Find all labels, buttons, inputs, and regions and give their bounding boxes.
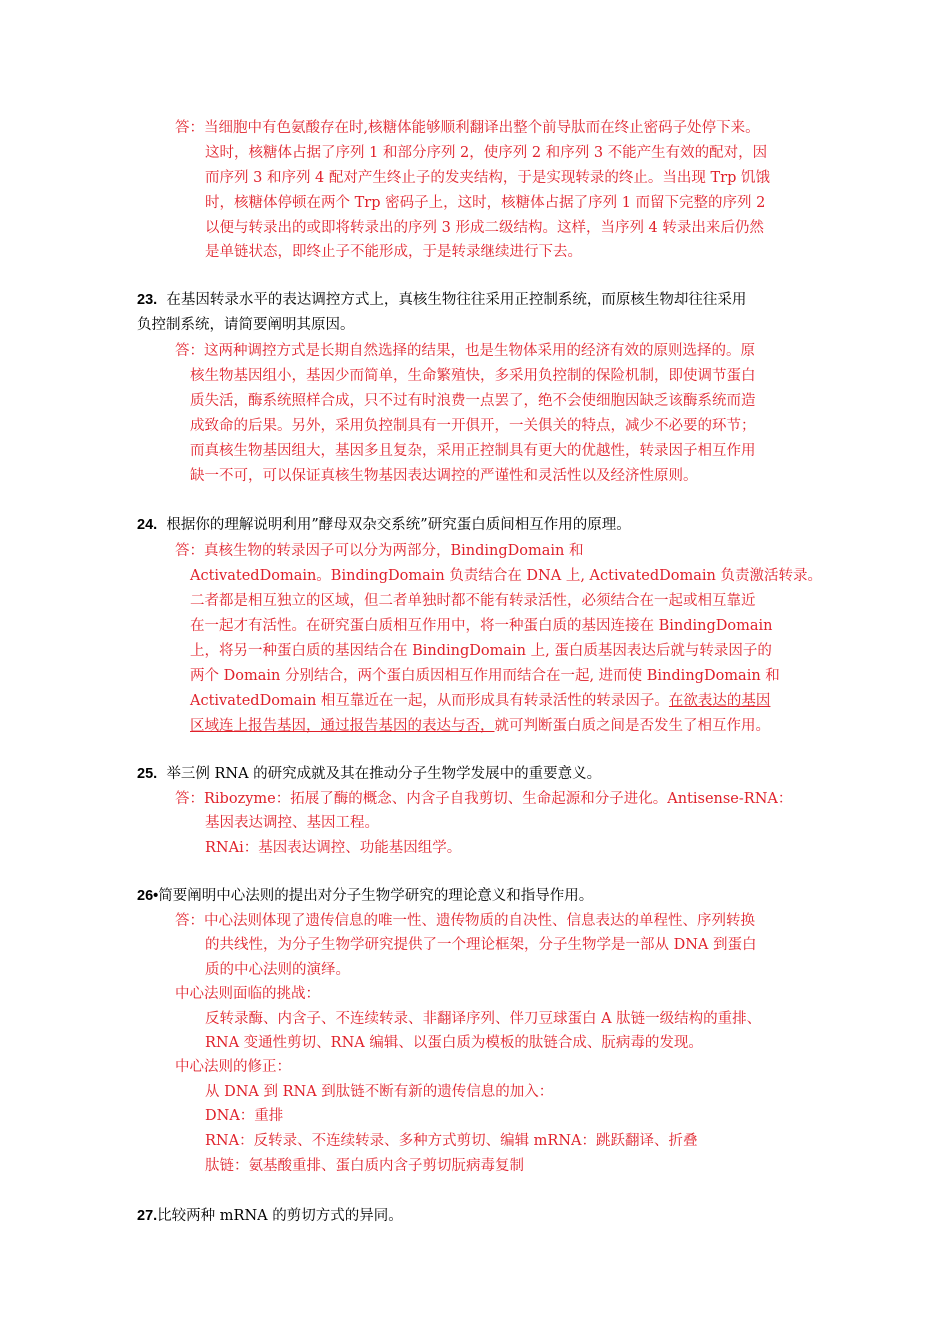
answer-line: ActivatedDomain。BindingDomain 负责结合在 DNA 上, ActivatedDomain 负责激活转录。 <box>190 568 822 584</box>
answer-line: 从 DNA 到 RNA 到肽链不断有新的遗传信息的加入： <box>205 1084 554 1100</box>
answer-line: 的共线性，为分子生物学研究提供了一个理论框架，分子生物学是一部从 DNA 到蛋白 <box>205 937 757 953</box>
question-line: 在基因转录水平的表达调控方式上，真核生物往往采用正控制系统，而原核生物却往往采用 <box>166 292 747 308</box>
answer-line: 基因表达调控、基因工程。 <box>205 815 379 831</box>
question-text <box>137 886 593 906</box>
answer-line: 而真核生物基因组大，基因多且复杂，采用正控制具有更大的优越性，转录因子相互作用 <box>190 443 756 459</box>
answer-line: 成致命的后果。另外，采用负控制具有一开俱开，一关俱关的特点，减少不必要的环节； <box>190 418 756 434</box>
answer-line: 核生物基因组小，基因少而简单，生命繁殖快，多采用负控制的保险机制，即使调节蛋白 <box>190 368 756 384</box>
underlined-text: 在欲表达的基因 <box>668 693 771 709</box>
question-number: 24. <box>137 517 158 533</box>
answer-line: 这时，核糖体占据了序列 1 和部分序列 2，使序列 2 和序列 3 不能产生有效的配对，因 <box>205 145 768 161</box>
question-line: 负控制系统，请简要阐明其原因。 <box>137 317 355 333</box>
answer-line: 上，将另一种蛋白质的基因结合在 BindingDomain 上, 蛋白质基因表达后就与转录因子的 <box>190 643 772 659</box>
answer-line: 答：当细胞中有色氨酸存在时,核糖体能够顺利翻译出整个前导肽而在终止密码子处停下来。 <box>175 120 760 136</box>
answer-line: 质失活，酶系统照样合成，只不过有时浪费一点罢了，绝不会使细胞因缺乏该酶系统而造 <box>190 393 756 409</box>
answer-line: RNA 变通性剪切、RNA 编辑、以蛋白质为模板的肽链合成、朊病毒的发现。 <box>205 1035 703 1051</box>
answer-line: 两个 Domain 分别结合，两个蛋白质因相互作用而结合在一起, 进而使 BindingDomain 和 <box>190 668 780 684</box>
question-number: 27. <box>137 1208 158 1224</box>
answer-line: 反转录酶、内含子、不连续转录、非翻译序列、伴刀豆球蛋白 A 肽链一级结构的重排、 <box>205 1011 762 1027</box>
answer-line: 缺一不可，可以保证真核生物基因表达调控的严谨性和灵活性以及经济性原则。 <box>190 468 698 484</box>
question-number: 26• <box>137 888 159 904</box>
answer-line: 二者都是相互独立的区域，但二者单独时都不能有转录活性，必须结合在一起或相互靠近 <box>190 593 756 609</box>
question-text <box>137 290 746 310</box>
question-number: 25. <box>137 766 158 782</box>
answer-line: 肽链：氨基酸重排、蛋白质内含子剪切朊病毒复制 <box>205 1158 524 1174</box>
question-text <box>137 1206 403 1226</box>
answer-line: 在一起才有活性。在研究蛋白质相互作用中，将一种蛋白质的基因连接在 BindingDomain <box>190 618 773 634</box>
answer-line: 而序列 3 和序列 4 配对产生终止子的发夹结构，于是实现转录的终止。当出现 Trp 饥饿 <box>205 170 770 186</box>
underlined-text: 区域连上报告基因，通过报告基因的表达与否， <box>190 718 495 734</box>
answer-line: 质的中心法则的演绎。 <box>205 962 350 978</box>
answer-text: ActivatedDomain 相互靠近在一起，从而形成具有转录活性的转录因子。 <box>190 693 669 709</box>
question-line: 举三例 RNA 的研究成就及其在推动分子生物学发展中的重要意义。 <box>166 766 602 782</box>
answer-line: 答：这两种调控方式是长期自然选择的结果，也是生物体采用的经济有效的原则选择的。原 <box>175 343 755 359</box>
question-number: 23. <box>137 292 158 308</box>
question-text <box>137 764 601 784</box>
answer-line: 答：Ribozyme：拓展了酶的概念、内含子自我剪切、生命起源和分子进化。Antisense-RNA： <box>175 791 793 807</box>
answer-line: 以便与转录出的或即将转录出的序列 3 形成二级结构。这样，当序列 4 转录出来后仍然 <box>205 220 764 236</box>
question-text <box>137 515 631 535</box>
answer-line: 答：真核生物的转录因子可以分为两部分，BindingDomain 和 <box>175 543 584 559</box>
answer-line: RNAi：基因表达调控、功能基因组学。 <box>205 840 462 856</box>
question-line: 根据你的理解说明利用”酵母双杂交系统”研究蛋白质间相互作用的原理。 <box>166 517 631 533</box>
section-heading: 中心法则的修正： <box>175 1059 291 1075</box>
answer-line: DNA：重排 <box>205 1108 284 1124</box>
question-line: 简要阐明中心法则的提出对分子生物学研究的理论意义和指导作用。 <box>158 888 594 904</box>
answer-line: 时，核糖体停顿在两个 Trp 密码子上，这时，核糖体占据了序列 1 而留下完整的序列 2 <box>205 195 766 211</box>
answer-line: RNA：反转录、不连续转录、多种方式剪切、编辑 mRNA：跳跃翻译、折叠 <box>205 1133 698 1149</box>
answer-line: 是单链状态，即终止子不能形成，于是转录继续进行下去。 <box>205 244 582 260</box>
answer-text: 就可判断蛋白质之间是否发生了相互作用。 <box>494 718 770 734</box>
answer-line <box>190 716 770 736</box>
section-heading: 中心法则面临的挑战： <box>175 986 320 1002</box>
question-line: 比较两种 mRNA 的剪切方式的异同。 <box>157 1208 403 1224</box>
answer-line <box>190 691 770 711</box>
answer-line: 答：中心法则体现了遗传信息的唯一性、遗传物质的自决性、信息表达的单程性、序列转换 <box>175 913 755 929</box>
